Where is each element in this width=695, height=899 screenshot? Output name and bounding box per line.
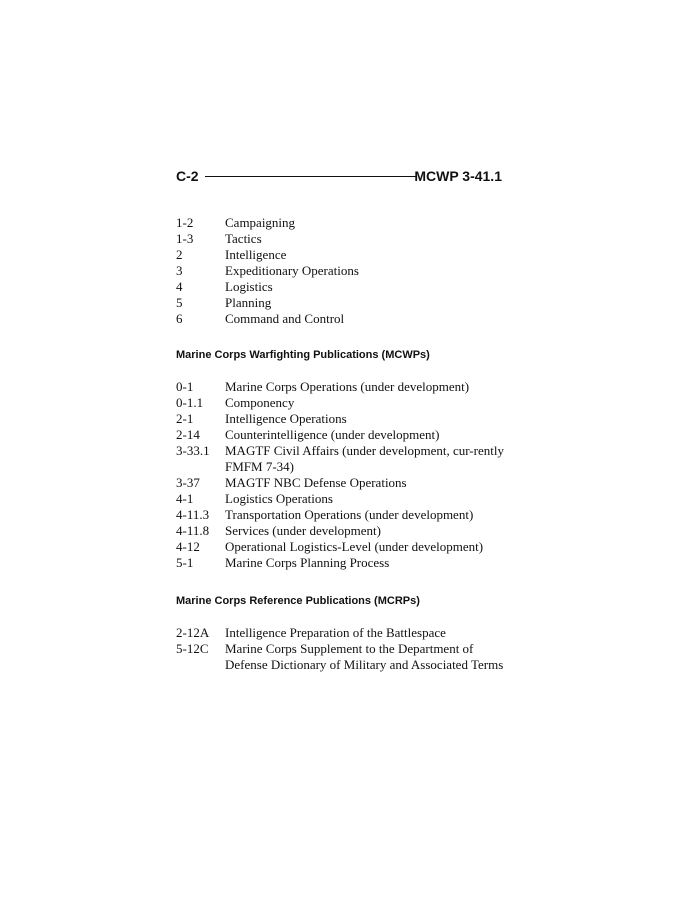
pub-number: 1-2 — [176, 215, 194, 230]
pub-number: 4-11.8 — [176, 523, 210, 538]
pub-number: 2 — [176, 247, 183, 262]
pub-number: 0-1 — [176, 379, 194, 394]
list-item — [176, 379, 506, 395]
pub-title: MAGTF Civil Affairs (under development, cur-rently FMFM 7-34) — [225, 443, 504, 474]
pub-title: Intelligence — [225, 247, 287, 262]
list-item — [176, 641, 506, 673]
list-item — [176, 395, 506, 411]
mcdp-list — [176, 215, 506, 327]
pub-title: Marine Corps Operations (under development) — [225, 379, 470, 394]
document-id: MCWP 3-41.1 — [414, 168, 502, 184]
pub-number: 5-1 — [176, 555, 194, 570]
pub-title: Expeditionary Operations — [225, 263, 359, 278]
list-item — [176, 625, 506, 641]
list-item — [176, 555, 506, 571]
pub-title: Transportation Operations (under development) — [225, 507, 474, 522]
list-item — [176, 263, 506, 279]
page-header — [176, 166, 502, 186]
pub-title: Command and Control — [225, 311, 345, 326]
pub-number: 4 — [176, 279, 183, 294]
pub-title: MAGTF NBC Defense Operations — [225, 475, 407, 490]
list-item — [176, 523, 506, 539]
list-item — [176, 475, 506, 491]
list-item — [176, 247, 506, 263]
page-number: C-2 — [176, 168, 199, 184]
pub-number: 4-11.3 — [176, 507, 210, 522]
pub-title: Logistics — [225, 279, 273, 294]
mcrp-list — [176, 625, 506, 673]
pub-title: Logistics Operations — [225, 491, 333, 506]
pub-number: 4-1 — [176, 491, 194, 506]
pub-number: 3-37 — [176, 475, 200, 490]
mcwp-heading: Marine Corps Warfighting Publications (MCWPs) — [176, 349, 430, 361]
list-item — [176, 491, 506, 507]
list-item — [176, 295, 506, 311]
header-rule — [205, 176, 416, 177]
list-item — [176, 231, 506, 247]
list-item — [176, 279, 506, 295]
pub-number: 1-3 — [176, 231, 194, 246]
pub-number: 3 — [176, 263, 183, 278]
list-item — [176, 215, 506, 231]
pub-title: Marine Corps Planning Process — [225, 555, 390, 570]
pub-number: 5 — [176, 295, 183, 310]
pub-title: Operational Logistics-Level (under development) — [225, 539, 484, 554]
pub-title: Services (under development) — [225, 523, 381, 538]
pub-number: 0-1.1 — [176, 395, 204, 410]
pub-number: 2-1 — [176, 411, 194, 426]
pub-title: Intelligence Preparation of the Battlespace — [225, 625, 446, 640]
pub-title: Marine Corps Supplement to the Department of Defense Dictionary of Military and Associated Terms — [225, 641, 504, 672]
mcwp-list — [176, 379, 506, 571]
pub-title: Intelligence Operations — [225, 411, 347, 426]
pub-title: Componency — [225, 395, 295, 410]
pub-title: Campaigning — [225, 215, 296, 230]
list-item — [176, 427, 506, 443]
pub-number: 2-14 — [176, 427, 200, 442]
list-item — [176, 311, 506, 327]
pub-number: 5-12C — [176, 641, 209, 656]
mcrp-heading: Marine Corps Reference Publications (MCRPs) — [176, 595, 420, 607]
pub-title: Counterintelligence (under development) — [225, 427, 440, 442]
pub-number: 6 — [176, 311, 183, 326]
pub-title: Tactics — [225, 231, 262, 246]
pub-number: 4-12 — [176, 539, 200, 554]
list-item — [176, 443, 506, 475]
list-item — [176, 411, 506, 427]
pub-number: 3-33.1 — [176, 443, 210, 458]
pub-title: Planning — [225, 295, 272, 310]
pub-number: 2-12A — [176, 625, 210, 640]
list-item — [176, 539, 506, 555]
list-item — [176, 507, 506, 523]
